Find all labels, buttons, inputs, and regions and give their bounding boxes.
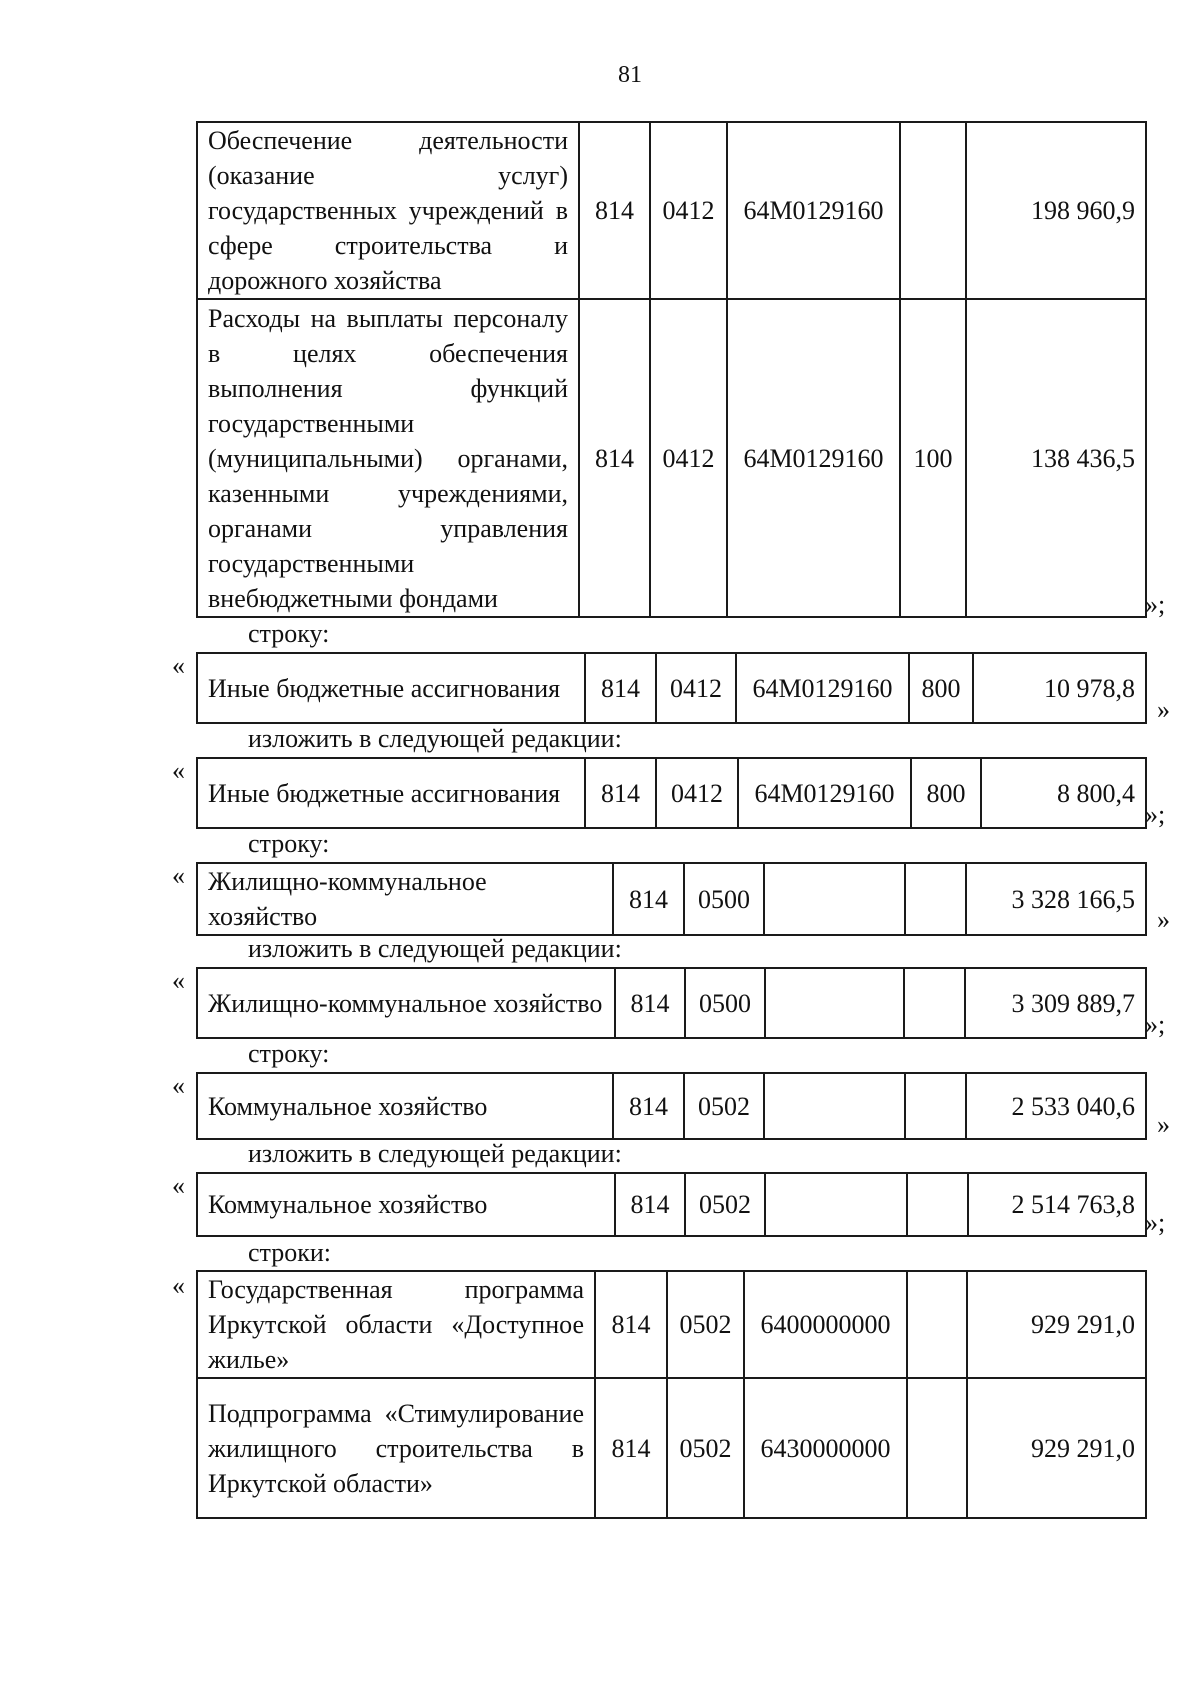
closing-quote: » xyxy=(1157,695,1170,724)
row-name: Жилищно-коммунальное хозяйство xyxy=(197,863,613,935)
row-expense-type: 800 xyxy=(909,653,973,723)
closing-quote: »; xyxy=(1145,1208,1166,1237)
budget-row-table xyxy=(196,967,1147,1039)
row-glrs: 814 xyxy=(585,653,656,723)
row-target-article xyxy=(764,863,905,935)
opening-quote: « xyxy=(172,1271,185,1300)
row-expense-type xyxy=(907,1173,968,1236)
closing-quote: » xyxy=(1157,905,1170,934)
row-amount: 198 960,9 xyxy=(966,122,1146,299)
opening-quote: « xyxy=(172,1071,185,1100)
row-target-article: 64М0129160 xyxy=(736,653,909,723)
row-amount: 2 514 763,8 xyxy=(968,1173,1146,1236)
row-amount: 3 309 889,7 xyxy=(965,968,1146,1038)
row-amount: 10 978,8 xyxy=(973,653,1146,723)
row-expense-type: 800 xyxy=(911,758,981,828)
row-section: 0412 xyxy=(656,758,738,828)
row-expense-type xyxy=(905,863,966,935)
row-target-article: 6400000000 xyxy=(744,1271,907,1378)
row-target-article xyxy=(764,1073,905,1139)
row-expense-type xyxy=(904,968,965,1038)
row-glrs: 814 xyxy=(585,758,656,828)
row-glrs: 814 xyxy=(595,1271,667,1378)
budget-table-continuation xyxy=(196,121,1147,618)
row-glrs: 814 xyxy=(579,122,650,299)
table-row xyxy=(197,758,1146,828)
row-name: Жилищно-коммунальное хозяйство xyxy=(197,968,615,1038)
row-amount: 929 291,0 xyxy=(967,1378,1146,1518)
table-row xyxy=(197,1073,1146,1139)
opening-quote: « xyxy=(172,756,185,785)
row-amount: 929 291,0 xyxy=(967,1271,1146,1378)
row-section: 0412 xyxy=(656,653,736,723)
block-label: строку: xyxy=(248,1039,330,1068)
budget-row-table xyxy=(196,652,1147,724)
row-glrs: 814 xyxy=(579,299,650,617)
row-section: 0502 xyxy=(685,1173,765,1236)
block-label: изложить в следующей редакции: xyxy=(248,724,622,753)
table-row xyxy=(197,1173,1146,1236)
row-target-article: 64М0129160 xyxy=(727,122,900,299)
closing-quote: »; xyxy=(1145,1010,1166,1039)
row-glrs: 814 xyxy=(613,863,684,935)
table-row xyxy=(197,122,1146,299)
budget-table-programs xyxy=(196,1270,1147,1519)
block-label: изложить в следующей редакции: xyxy=(248,934,622,963)
table-row xyxy=(197,968,1146,1038)
row-expense-type xyxy=(907,1378,967,1518)
row-glrs: 814 xyxy=(615,968,685,1038)
block-label: строку: xyxy=(248,619,330,648)
page-number: 81 xyxy=(618,62,642,88)
row-section: 0502 xyxy=(667,1271,744,1378)
opening-quote: « xyxy=(172,861,185,890)
row-target-article xyxy=(765,968,904,1038)
table-row xyxy=(197,863,1146,935)
row-amount: 2 533 040,6 xyxy=(966,1073,1146,1139)
row-section: 0502 xyxy=(684,1073,764,1139)
budget-row-table xyxy=(196,1172,1147,1237)
block-label: строку: xyxy=(248,829,330,858)
closing-quote: »; xyxy=(1145,800,1166,829)
row-name: Иные бюджетные ассигнования xyxy=(197,758,585,828)
row-name: Обеспечение деятельности (оказание услуг) государственных учреждений в сфере строительства и дорожного хозяйства xyxy=(197,122,579,299)
row-section: 0500 xyxy=(685,968,765,1038)
row-name: Расходы на выплаты персоналу в целях обеспечения выполнения функций государственными (муниципальными) органами, казенными учреждениями, органами управления государственными внебюджетными фондами xyxy=(197,299,579,617)
row-section: 0500 xyxy=(684,863,764,935)
row-section: 0412 xyxy=(650,299,727,617)
row-name: Иные бюджетные ассигнования xyxy=(197,653,585,723)
table-row xyxy=(197,1378,1146,1518)
table-row xyxy=(197,299,1146,617)
block-label: строки: xyxy=(248,1238,331,1267)
row-name: Коммунальное хозяйство xyxy=(197,1073,613,1139)
row-name: Подпрограмма «Стимулирование жилищного строительства в Иркутской области» xyxy=(197,1378,595,1518)
row-name: Коммунальное хозяйство xyxy=(197,1173,615,1236)
closing-quote: »; xyxy=(1145,590,1166,619)
budget-row-table xyxy=(196,1072,1147,1140)
row-amount: 138 436,5 xyxy=(966,299,1146,617)
opening-quote: « xyxy=(172,966,185,995)
row-expense-type xyxy=(905,1073,966,1139)
budget-row-table xyxy=(196,862,1147,936)
table-row xyxy=(197,653,1146,723)
row-section: 0502 xyxy=(667,1378,744,1518)
row-section: 0412 xyxy=(650,122,727,299)
row-amount: 8 800,4 xyxy=(981,758,1146,828)
closing-quote: » xyxy=(1157,1110,1170,1139)
row-expense-type xyxy=(900,122,966,299)
budget-row-table xyxy=(196,757,1147,829)
row-amount: 3 328 166,5 xyxy=(966,863,1146,935)
table-row xyxy=(197,1271,1146,1378)
row-glrs: 814 xyxy=(595,1378,667,1518)
row-name: Государственная программа Иркутской области «Доступное жилье» xyxy=(197,1271,595,1378)
row-expense-type xyxy=(907,1271,967,1378)
opening-quote: « xyxy=(172,651,185,680)
row-glrs: 814 xyxy=(613,1073,684,1139)
row-target-article xyxy=(765,1173,907,1236)
row-target-article: 64М0129160 xyxy=(727,299,900,617)
row-target-article: 6430000000 xyxy=(744,1378,907,1518)
opening-quote: « xyxy=(172,1171,185,1200)
row-expense-type: 100 xyxy=(900,299,966,617)
row-target-article: 64М0129160 xyxy=(738,758,911,828)
row-glrs: 814 xyxy=(615,1173,685,1236)
block-label: изложить в следующей редакции: xyxy=(248,1139,622,1168)
